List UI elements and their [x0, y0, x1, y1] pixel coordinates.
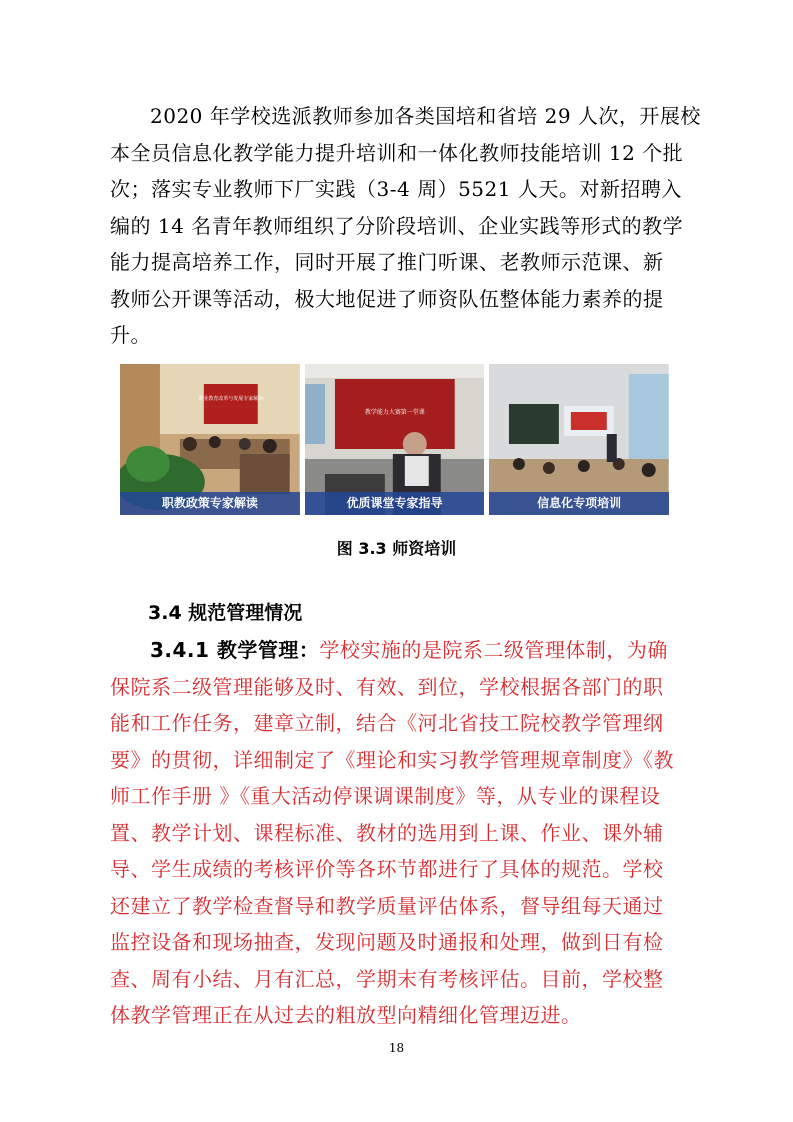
text-line: 编的 14 名青年教师组织了分阶段培训、企业实践等形式的教学	[110, 213, 684, 238]
text-line: 升。	[110, 323, 151, 347]
photo-policy-lecture	[120, 364, 300, 515]
text-line: 能力提高培养工作，同时开展了推门听课、老教师示范课、新	[110, 250, 664, 274]
text-line: 还建立了教学检查督导和教学质量评估体系，督导组每天通过	[110, 893, 664, 918]
text-line: 监控设备和现场抽查，发现问题及时通报和处理，做到日有检	[110, 930, 664, 954]
photo-it-training	[489, 364, 669, 515]
photo-classroom-guidance	[305, 364, 485, 515]
text-line: 查、周有小结、月有汇总，学期末有考核评估。目前，学校整	[110, 966, 664, 991]
text-line	[110, 632, 690, 669]
text-line: 要》的贯彻，详细制定了《理论和实习教学管理规章制度》《教	[110, 747, 674, 772]
text-line: 2020 年学校选派教师参加各类国培和省培 29 人次，开展校	[150, 104, 701, 128]
photo-caption: 优质课堂专家指导	[305, 492, 485, 515]
projector-screen-text: 教学能力大赛第一堂课	[364, 408, 425, 417]
text-line: 本全员信息化教学能力提升培训和一体化教师技能培训 12 个批	[110, 140, 684, 165]
page-number: 18	[388, 1041, 405, 1055]
figure-caption: 图 3.3 师资培训	[336, 539, 457, 558]
text-line-rest: 学校实施的是院系二级管理体制，为确	[319, 638, 668, 662]
text-line: 体教学管理正在从过去的粗放型向精细化管理迈进。	[110, 1003, 582, 1027]
text-line: 次；落实专业教师下厂实践（3-4 周）5521 人天。对新招聘入	[110, 177, 682, 201]
paragraph-teacher-training	[110, 98, 701, 354]
paragraph-teaching-management	[110, 632, 690, 1034]
text-line: 置、教学计划、课程标准、教材的选用到上课、作业、课外辅	[110, 820, 664, 845]
text-line: 教师公开课等活动，极大地促进了师资队伍整体能力素养的提	[110, 286, 664, 311]
subsection-lead: 3.4.1 教学管理：	[150, 638, 320, 662]
text-line: 导、学生成绩的考核评价等各环节都进行了具体的规范。学校	[110, 857, 664, 881]
text-line: 保院系二级管理能够及时、有效、到位，学校根据各部门的职	[110, 674, 664, 699]
photo-caption: 信息化专项培训	[489, 492, 669, 515]
photo-caption: 职教政策专家解读	[120, 492, 300, 515]
text-line: 师工作手册 》《重大活动停课调课制度》等，从专业的课程设	[110, 784, 661, 808]
text-line: 能和工作任务，建章立制，结合《河北省技工院校教学管理纲	[110, 711, 664, 735]
photo-strip	[120, 364, 669, 515]
projector-screen-text: 职业教育改革与发展专家解读	[198, 395, 264, 403]
section-heading: 3.4 规范管理情况	[148, 602, 303, 624]
